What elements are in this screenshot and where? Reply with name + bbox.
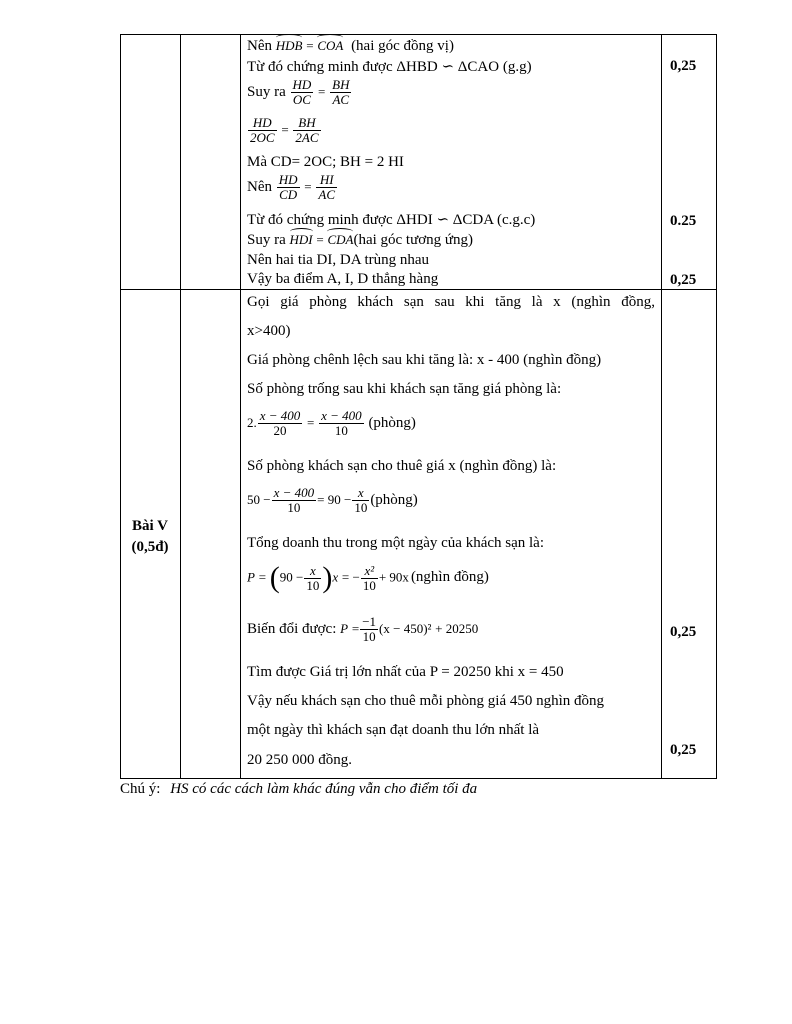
table-border-right: [716, 34, 717, 779]
proof-line-ratio-2: $\frac{HD}{2OC}$ = $\frac{BH}{2AC}$: [250, 115, 319, 145]
fraction: $\frac{BH}{AC}$: [332, 77, 350, 107]
solution-line-revenue: Tổng doanh thu trong một ngày của khách sạn là:: [247, 535, 545, 551]
fraction: $\frac{BH}{2AC}$: [295, 115, 319, 145]
proof-line-ratio-1: Suy ra $\frac{HD}{OC}$ = $\frac{BH}{AC}$: [247, 77, 350, 107]
score-cell: 0,25: [670, 624, 697, 640]
equation-transformed: Biến đổi được: P = $\frac{-1}{10}$ (x − 450)² + 20250: [247, 614, 479, 644]
angle-coa: COA: [317, 38, 344, 53]
table-border-left: [120, 34, 121, 779]
solution-line-answer-1: Vậy nếu khách sạn cho thuê mỗi phòng giá 450 nghìn đồng: [247, 693, 605, 709]
proof-line-angle-equality: Nên HDB = COA (hai góc đồng vị): [247, 38, 454, 54]
solution-line-define-x: Gọi giá phòng khách sạn sau khi tăng là x (nghìn đồng,: [247, 294, 655, 310]
table-row-divider: [120, 289, 717, 290]
fraction: $\frac{x - 400}{10}$: [273, 485, 315, 515]
fraction: $\frac{HD}{CD}$: [278, 172, 298, 202]
proof-line-given: Mà CD= 2OC; BH = 2 HI: [247, 154, 404, 170]
table-border-col4: [661, 34, 662, 779]
solution-line-answer-3: 20 250 000 đồng.: [247, 752, 352, 768]
solution-line-price-diff: Giá phòng chênh lệch sau khi tăng là: x - 400 (nghìn đồng): [247, 352, 602, 368]
fraction: $\frac{HD}{2OC}$: [250, 115, 275, 145]
table-border-col2: [180, 34, 181, 779]
angle-hdi: HDI: [289, 232, 313, 247]
solution-line-max: Tìm được Giá trị lớn nhất của P = 20250 khi x = 450: [247, 664, 564, 680]
angle-hdb: HDB: [275, 38, 303, 53]
proof-line-similarity-2: Từ đó chứng minh được ΔHDI ∽ ΔCDA (c.g.c): [247, 212, 536, 228]
equation-revenue: P = (90 − $\frac{x}{10}$ )x = − $\frac{\text{x²}}{10}$ + 90x (nghìn đồng): [247, 561, 489, 594]
proof-line-similarity-1: Từ đó chứng minh được ΔHBD ∽ ΔCAO (g.g): [247, 59, 532, 75]
fraction: $\frac{x}{10}$: [354, 485, 368, 515]
proof-line-rays: Nên hai tia DI, DA trùng nhau: [247, 252, 430, 268]
angle-cda: CDA: [327, 232, 354, 247]
fraction: $\frac{x - 400}{20}$: [259, 408, 301, 438]
score-cell: 0,25: [670, 272, 697, 288]
fraction: $\frac{HD}{OC}$: [292, 77, 312, 107]
equation-rented-rooms: 50 − $\frac{x - 400}{10}$ = 90 − $\frac{x}{10}$ (phòng): [247, 485, 418, 515]
fraction: $\frac{-1}{10}$: [362, 614, 377, 644]
solution-line-empty-rooms: Số phòng trống sau khi khách sạn tăng giá phòng là:: [247, 381, 562, 397]
solution-line-condition: x>400): [247, 323, 291, 339]
table-border-col3: [240, 34, 241, 779]
proof-line-ratio-3: Nên $\frac{HD}{CD}$ = $\frac{HI}{AC}$: [247, 172, 335, 202]
table-border-bottom: [120, 778, 717, 779]
equation-empty-rooms: 2. $\frac{x - 400}{20}$ = $\frac{x - 400}{10}$ (phòng): [247, 408, 416, 438]
footnote: Chú ý: HS có các cách làm khác đúng vẫn cho điểm tối đa: [120, 781, 478, 797]
fraction: $\frac{x - 400}{10}$: [321, 408, 362, 438]
score-cell: 0,25: [670, 742, 697, 758]
fraction: $\frac{\text{x²}}{10}$: [362, 562, 376, 593]
proof-line-conclusion: Vậy ba điểm A, I, D thẳng hàng: [247, 271, 439, 287]
solution-line-answer-2: một ngày thì khách sạn đạt doanh thu lớn nhất là: [247, 722, 540, 738]
score-cell: 0.25: [670, 213, 697, 229]
solution-line-rented-rooms: Số phòng khách sạn cho thuê giá x (nghìn đồng) là:: [247, 458, 557, 474]
problem-label: Bài V (0,5đ): [131, 518, 169, 555]
score-cell: 0,25: [670, 58, 697, 74]
fraction: $\frac{HI}{AC}$: [318, 172, 335, 202]
table-border-top: [120, 34, 717, 35]
proof-line-angle-equality-2: Suy ra HDI = CDA(hai góc tương ứng): [247, 232, 474, 248]
fraction: $\frac{x}{10}$: [306, 562, 320, 593]
